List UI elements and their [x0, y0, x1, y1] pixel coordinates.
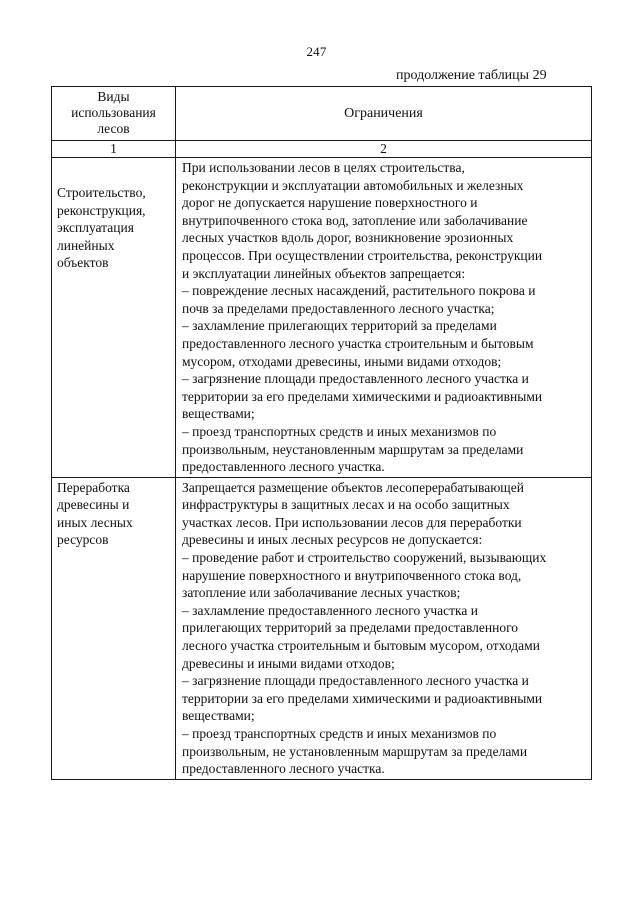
restriction-line: древесины и иных лесных ресурсов не допускается:	[182, 532, 483, 548]
page-number: 247	[306, 44, 327, 59]
usage-type-line: объектов	[57, 255, 109, 271]
column-number-1: 1	[52, 141, 176, 158]
usage-type-line: Строительство,	[57, 185, 146, 200]
restriction-line: – проведение работ и строительство сооружений, вызывающих	[182, 550, 547, 566]
restriction-line: лесного участка строительным и бытовым мусором, отходами	[182, 638, 540, 654]
restriction-line: предоставленного лесного участка строительным и бытовым	[182, 335, 534, 351]
restriction-line: и эксплуатации линейных объектов запрещается:	[182, 265, 466, 281]
usage-type-cell	[52, 477, 176, 779]
restriction-line: – захламление предоставленного лесного участка и	[182, 602, 478, 618]
header-usage-types-line: использования	[71, 105, 156, 120]
restriction-line: произвольным, неустановленным маршрутам за пределами	[182, 441, 524, 457]
usage-type-line: древесины и	[57, 497, 130, 513]
usage-type-line: иных лесных	[57, 514, 133, 530]
restriction-line: – загрязнение площади предоставленного лесного участка и	[182, 371, 529, 387]
header-usage-types	[52, 87, 176, 141]
restriction-line: Запрещается размещение объектов лесоперерабатывающей	[182, 479, 524, 495]
restriction-line: – захламление прилегающих территорий за пределами	[182, 318, 497, 334]
usage-type-line: Переработка	[57, 479, 130, 495]
column-numbers-row	[52, 141, 592, 158]
table-row	[52, 158, 592, 478]
restriction-line: территории за его пределами химическими и радиоактивными	[182, 388, 543, 404]
restriction-line: мусором, отходами древесины, иными видами отходов;	[182, 353, 502, 369]
header-usage-types-line: Виды	[97, 89, 130, 104]
usage-type-line: реконструкция,	[57, 202, 146, 218]
restriction-line: веществами;	[182, 708, 255, 724]
table-header-row	[52, 87, 592, 141]
restriction-line: инфраструктуры в защитных лесах и на особо защитных	[182, 497, 510, 513]
restriction-line: древесины и иными видами отходов;	[182, 655, 395, 671]
header-restrictions: Ограничения	[176, 87, 592, 141]
restriction-line: участках лесов. При использовании лесов для переработки	[182, 514, 522, 530]
restriction-line: При использовании лесов в целях строительства,	[182, 160, 465, 175]
restriction-line: дорог не допускается нарушение поверхностного и	[182, 195, 478, 211]
restriction-text-cell	[176, 477, 592, 779]
usage-type-line: линейных	[57, 237, 115, 253]
restriction-line: процессов. При осуществлении строительства, реконструкции	[182, 247, 543, 263]
usage-type-cell	[52, 158, 176, 478]
restriction-line: произвольным, не установленным маршрутам за пределами	[182, 743, 528, 759]
restriction-line: прилегающих территорий за пределами предоставленного	[182, 620, 519, 636]
restriction-line: реконструкции и эксплуатации автомобильных и железных	[182, 177, 524, 193]
restriction-line: – повреждение лесных насаждений, растительного покрова и	[182, 283, 536, 299]
restriction-line: территории за его пределами химическими и радиоактивными	[182, 690, 543, 706]
restriction-line: предоставленного лесного участка.	[182, 459, 385, 475]
restriction-line: лесных участков вдоль дорог, возникновение эрозионных	[182, 230, 514, 246]
restriction-line: предоставленного лесного участка.	[182, 761, 385, 777]
restriction-line: – загрязнение площади предоставленного лесного участка и	[182, 673, 529, 689]
table-row	[52, 477, 592, 779]
restriction-line: внутрипочвенного стока вод, затопление или заболачивание	[182, 212, 528, 228]
usage-type-line: эксплуатация	[57, 220, 134, 236]
restriction-line: нарушение поверхностного и внутрипочвенного стока вод,	[182, 567, 522, 583]
restrictions-table	[51, 86, 592, 780]
header-usage-types-line: лесов	[97, 121, 130, 136]
restriction-text-cell	[176, 158, 592, 478]
restriction-line: затопление или заболачивание лесных участков;	[182, 585, 461, 601]
restriction-line: – проезд транспортных средств и иных механизмов по	[182, 726, 497, 741]
usage-type-line: ресурсов	[57, 532, 109, 548]
restriction-line: – проезд транспортных средств и иных механизмов по	[182, 423, 497, 439]
restriction-line: почв за пределами предоставленного лесного участка;	[182, 300, 495, 316]
restriction-line: веществами;	[182, 406, 255, 422]
column-number-2: 2	[176, 141, 592, 158]
table-continuation-label: продолжение таблицы 29	[396, 68, 547, 83]
